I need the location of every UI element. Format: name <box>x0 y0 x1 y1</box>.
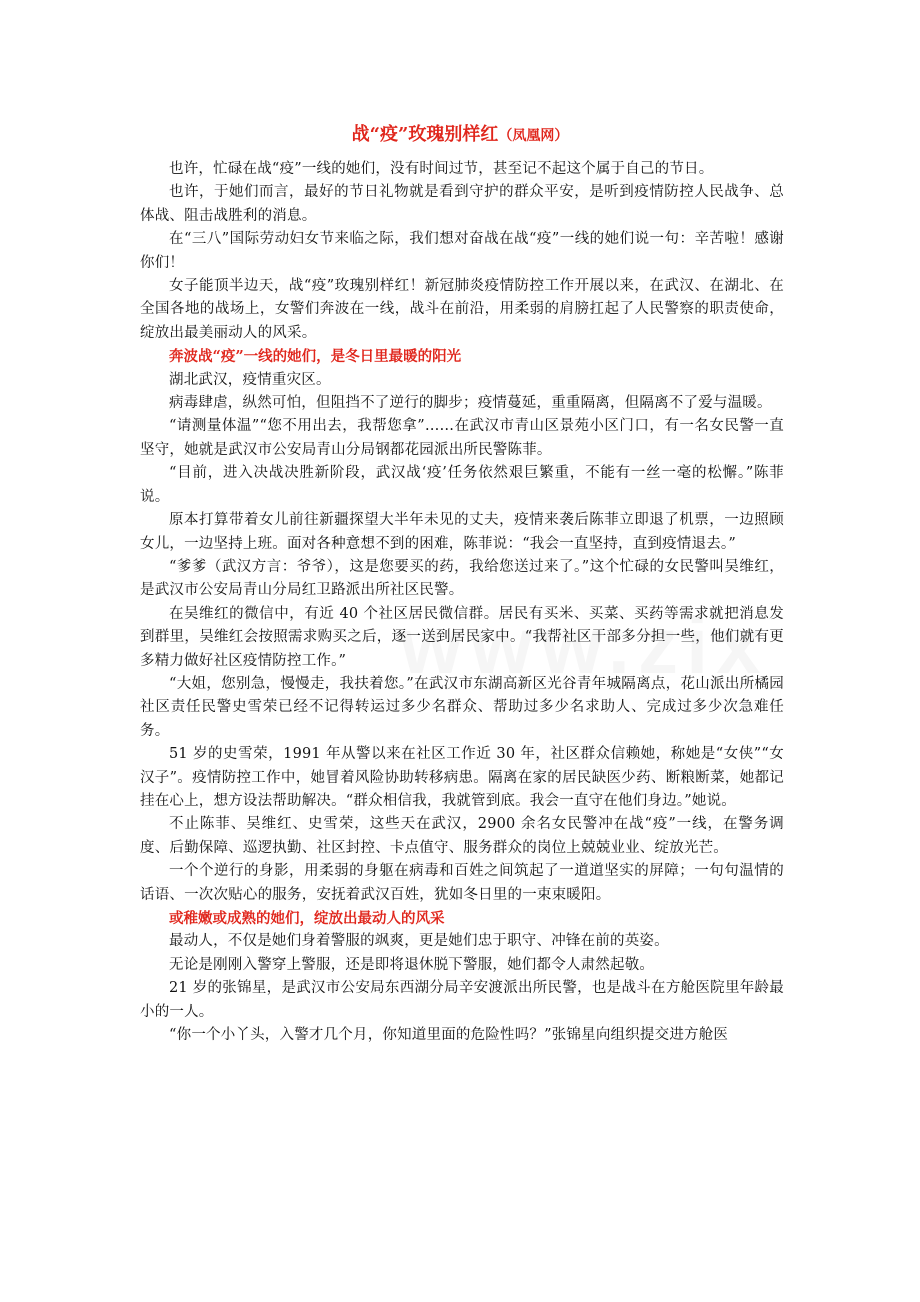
paragraph: 也许，于她们而言，最好的节日礼物就是看到守护的群众平安，是听到疫情防控人民战争、总体战、阻击战胜利的消息。 <box>140 184 784 224</box>
paragraph: “爹爹（武汉方言：爷爷），这是您要买的药，我给您送过来了。”这个忙碌的女民警叫吴维红，是武汉市公安局青山分局红卫路派出所社区民警。 <box>140 558 784 599</box>
paragraph: 不止陈菲、吴维红、史雪荣，这些天在武汉，2900 余名女民警冲在战“疫”一线，在警务调度、后勤保障、巡逻执勤、社区封控、卡点值守、服务群众的岗位上兢兢业业、绽放光芒。 <box>140 816 784 856</box>
paragraph: 在“三八”国际劳动妇女节来临之际，我们想对奋战在战“疫”一线的她们说一句：辛苦啦！感谢你们！ <box>140 231 784 271</box>
paragraph: 最动人，不仅是她们身着警服的飒爽，更是她们忠于职守、冲锋在前的英姿。 <box>169 933 669 950</box>
paragraph: 21 岁的张锦星，是武汉市公安局东西湖分局辛安渡派出所民警，也是战斗在方舱医院里年龄最小的一人。 <box>140 980 784 1020</box>
paragraph: 无论是刚刚入警穿上警服，还是即将退休脱下警服，她们都令人肃然起敬。 <box>169 956 655 973</box>
article-source: （凤凰网） <box>498 128 569 144</box>
section-heading: 奔波战“疫”一线的她们，是冬日里最暖的阳光 <box>169 348 462 366</box>
paragraph: 在吴维红的微信中，有近 40 个社区居民微信群。居民有买米、买菜、买药等需求就把消息发到群里，吴维红会按照需求购买之后，逐一送到居民家中。“我帮社区干部多分担一些，他们就有更多精力做好社区疫情防控工作。” <box>140 605 784 669</box>
paragraph: 原本打算带着女儿前往新疆探望大半年未见的丈夫，疫情来袭后陈菲立即退了机票，一边照顾女儿，一边坚持上班。面对各种意想不到的困难，陈菲说：“我会一直坚持，直到疫情退去。” <box>140 512 784 552</box>
paragraph: “你一个小丫头，入警才几个月，你知道里面的危险性吗？”张锦星向组织提交进方舱医 <box>169 1027 729 1044</box>
section-heading: 或稚嫩或成熟的她们，绽放出最动人的风采 <box>169 910 445 927</box>
paragraph: 女子能顶半边天，战“疫”玫瑰别样红！新冠肺炎疫情防控工作开展以来，在武汉、在湖北、在全国各地的战场上，女警们奔波在一线，战斗在前沿，用柔弱的肩膀扛起了人民警察的职责使命，绽放出最美丽动人的风采。 <box>140 278 784 341</box>
paragraph: “大姐，您别急，慢慢走，我扶着您。”在武汉市东湖高新区光谷青年城隔离点，花山派出所橘园社区责任民警史雪荣已经不记得转运过多少名群众、帮助过多少名求助人、完成过多少次急难任务。 <box>140 675 784 739</box>
article-title-text: 战“疫”玫瑰别样红 <box>351 124 499 145</box>
paragraph: 一个个逆行的身影，用柔弱的身躯在病毒和百姓之间筑起了一道道坚实的屏障；一句句温情的话语、一次次贴心的服务，安抚着武汉百姓，犹如冬日里的一束束暖阳。 <box>140 863 784 903</box>
article-body <box>140 158 784 1047</box>
paragraph: “目前，进入决战决胜新阶段，武汉战‘疫’任务依然艰巨繁重，不能有一丝一毫的松懈。”陈菲说。 <box>140 465 784 505</box>
paragraph: 51 岁的史雪荣，1991 年从警以来在社区工作近 30 年，社区群众信赖她，称她是“女侠”“女汉子”。疫情防控工作中，她冒着风险协助转移病患。隔离在家的居民缺医少药、断粮断菜，她都记挂在心上，想方设法帮助解决。“群众相信我，我就管到底。我会一直守在他们身边。”她说。 <box>140 746 784 809</box>
article-title <box>0 122 920 149</box>
paragraph: 湖北武汉，疫情重灾区。 <box>169 371 331 388</box>
paragraph: “请测量体温”“您不用出去，我帮您拿”……在武汉市青山区景苑小区门口，有一名女民警一直坚守，她就是武汉市公安局青山分局钢都花园派出所民警陈菲。 <box>140 418 784 458</box>
paragraph: 也许，忙碌在战“疫”一线的她们，没有时间过节，甚至记不起这个属于自己的节日。 <box>169 161 714 177</box>
paragraph: 病毒肆虐，纵然可怕，但阻挡不了逆行的脚步；疫情蔓延，重重隔离，但隔离不了爱与温暖。 <box>169 395 772 412</box>
